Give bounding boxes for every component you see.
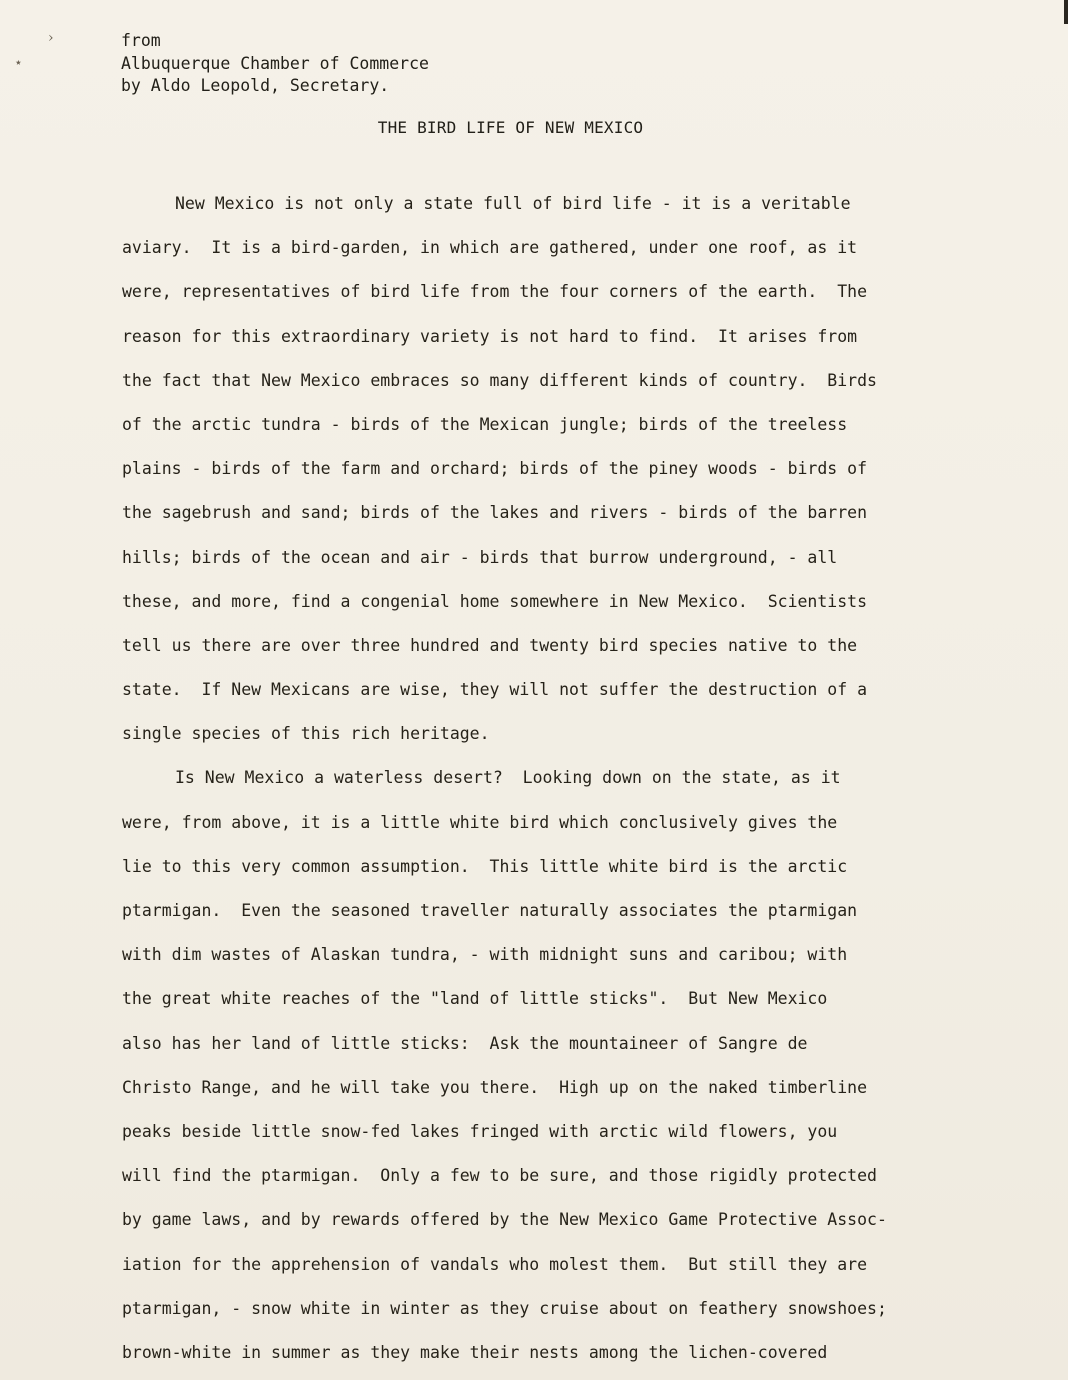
text-line: aviary. It is a bird-garden, in which are gathered, under one roof, as it — [122, 238, 858, 258]
text-line: brown-white in summer as they make their nests among the lichen-covered — [122, 1342, 828, 1362]
text-line: New Mexico is not only a state full of bird life - it is a veritable — [175, 194, 851, 213]
text-line: tell us there are over three hundred and twenty bird species native to the — [122, 635, 858, 655]
pencil-mark: ⋆ — [14, 55, 23, 71]
text-line: also has her land of little sticks: Ask the mountaineer of Sangre de — [122, 1033, 808, 1053]
text-line: ptarmigan, - snow white in winter as they cruise about on feathery snowshoes; — [122, 1298, 887, 1318]
text-line: of the arctic tundra - birds of the Mexican jungle; birds of the treeless — [122, 414, 848, 434]
header-from: from — [121, 31, 161, 50]
page-edge-mark — [1064, 0, 1068, 24]
text-line: ptarmigan. Even the seasoned traveller naturally associates the ptarmigan — [122, 901, 858, 920]
text-line: will find the ptarmigan. Only a few to be sure, and those rigidly protected — [122, 1166, 877, 1186]
text-line: lie to this very common assumption. This little white bird is the arctic — [122, 856, 848, 876]
text-line: peaks beside little snow-fed lakes fringed with arctic wild flowers, you — [122, 1121, 838, 1141]
header-organization: Albuquerque Chamber of Commerce — [121, 53, 429, 73]
pencil-tick-mark: › — [48, 30, 54, 46]
text-line: single species of this rich heritage. — [122, 724, 490, 744]
header-author: by Aldo Leopold, Secretary. — [121, 76, 390, 95]
text-line: were, from above, it is a little white bird which conclusively gives the — [122, 812, 838, 832]
document-body — [122, 182, 887, 1375]
text-line: the great white reaches of the "land of little sticks". But New Mexico — [122, 989, 828, 1009]
text-line: state. If New Mexicans are wise, they will not suffer the destruction of a — [122, 680, 868, 700]
text-line: hills; birds of the ocean and air - birds that burrow underground, - all — [122, 547, 838, 567]
text-line: Is New Mexico a waterless desert? Looking down on the state, as it — [175, 768, 841, 788]
text-line: with dim wastes of Alaskan tundra, - with midnight suns and caribou; with — [122, 945, 848, 965]
text-line: the sagebrush and sand; birds of the lakes and rivers - birds of the barren — [122, 503, 868, 523]
document-title: THE BIRD LIFE OF NEW MEXICO — [377, 118, 644, 137]
text-line: plains - birds of the farm and orchard; birds of the piney woods - birds of — [122, 459, 868, 479]
text-line: iation for the apprehension of vandals who molest them. But still they are — [122, 1254, 868, 1274]
text-line: by game laws, and by rewards offered by the New Mexico Game Protective Assoc- — [122, 1210, 887, 1230]
text-line: these, and more, find a congenial home somewhere in New Mexico. Scientists — [122, 591, 868, 611]
text-line: the fact that New Mexico embraces so many different kinds of country. Birds — [122, 370, 877, 390]
text-line: reason for this extraordinary variety is not hard to find. It arises from — [122, 326, 858, 346]
text-line: Christo Range, and he will take you there. High up on the naked timberline — [122, 1077, 868, 1097]
letter-header — [121, 30, 429, 98]
text-line: were, representatives of bird life from the four corners of the earth. The — [122, 282, 868, 302]
